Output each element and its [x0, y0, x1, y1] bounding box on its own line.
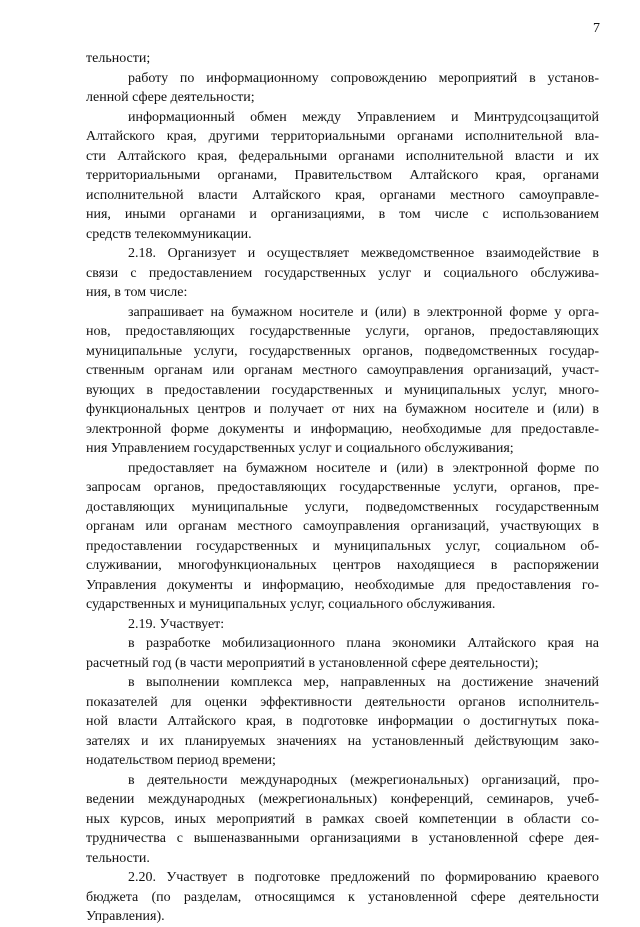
text-line: нов, предоставляющих государственные услуги, органов, предоставляющих [86, 324, 599, 339]
text-line: расчетный год (в части мероприятий в установленной сфере деятельности); [86, 655, 539, 671]
text-line: функциональных центров и получает от них на бумажном носителе и (или) в [86, 402, 599, 417]
text-line: ния, иными органами и организациями, в том числе с использованием [86, 207, 599, 222]
text-line: тельности; [86, 51, 151, 66]
text-line: служивании, многофункциональных центров находящиеся в распоряжении [86, 558, 599, 573]
text-line: ленной сфере деятельности; [86, 90, 255, 105]
text-line: ведении международных (межрегиональных) конференций, семинаров, учеб- [86, 792, 599, 807]
text-line: муниципальные услуги, государственных органов, подведомственных государ- [86, 343, 599, 359]
text-line: 2.20. Участвует в подготовке предложений по формированию краевого [128, 870, 599, 885]
text-line: в деятельности международных (межрегиональных) организаций, про- [128, 772, 599, 788]
text-line: органам или органам местного самоуправления организаций, участвующих в [86, 519, 599, 534]
text-line: 2.18. Организует и осуществляет межведомственное взаимодействие в [128, 246, 599, 261]
text-line: трудничества с вышеназванными организациями в установленной сфере дея- [86, 831, 599, 846]
text-line: Управления документы и информацию, необходимые для предоставления го- [86, 577, 599, 593]
document-body [86, 49, 599, 927]
text-line: сударственных и муниципальных услуг, социального обслуживания. [86, 597, 496, 612]
text-line: в выполнении комплекса мер, направленных на достижение значений [128, 675, 599, 690]
text-line: 2.19. Участвует: [128, 616, 225, 632]
text-line: электронной форме документы и информацию, необходимые для предоставле- [86, 421, 599, 437]
text-line: средств телекоммуникации. [86, 226, 252, 242]
text-line: ния, в том числе: [86, 285, 188, 300]
text-line: показателей для оценки эффективности деятельности органов исполнитель- [86, 694, 599, 710]
text-line: связи с предоставлением государственных услуг и социального обслужива- [86, 265, 599, 281]
text-line: запросам органов, предоставляющих государственные услуги, органов, пре- [86, 480, 599, 495]
text-line: предоставлении государственных и муниципальных услуг, социальном об- [86, 538, 599, 554]
text-line: ной власти Алтайского края, в подготовке информации о достигнутых пока- [86, 714, 599, 729]
text-line: ных курсов, иных мероприятий в рамках своей компетенции в области со- [86, 811, 599, 827]
text-line: предоставляет на бумажном носителе и (или) в электронной форме по [128, 460, 599, 476]
text-line: ния Управлением государственных услуг и социального обслуживания; [86, 441, 514, 456]
text-line: работу по информационному сопровождению мероприятий в установ- [128, 70, 599, 86]
text-line: Алтайского края, другими территориальными органами исполнительной вла- [86, 129, 599, 144]
text-line: вующих в предоставлении государственных и муниципальных услуг, много- [86, 382, 599, 398]
text-line: Управления). [86, 909, 165, 924]
text-line: тельности. [86, 850, 150, 866]
text-line: бюджета (по разделам, относящимся к установленной сфере деятельности [86, 889, 599, 905]
text-line: доставляющих муниципальные услуги, подведомственных государственным [86, 499, 599, 515]
text-line: зателях и их планируемых значениях на установленный действующим зако- [86, 733, 599, 749]
text-line: в разработке мобилизационного плана экономики Алтайского края на [128, 636, 599, 651]
text-line: ственным органам или органам местного самоуправления организаций, участ- [86, 363, 599, 378]
text-line: исполнительной власти Алтайского края, органами местного самоуправле- [86, 187, 599, 203]
text-line: информационный обмен между Управлением и Минтрудсоцзащитой [128, 109, 599, 125]
text-line: территориальными органами, Правительством Алтайского края, органами [86, 168, 599, 183]
text-line: сти Алтайского края, федеральными органами исполнительной власти и их [86, 148, 599, 164]
text-line: запрашивает на бумажном носителе и (или) в электронной форме у орга- [128, 304, 599, 320]
text-line: нодательством период времени; [86, 753, 276, 768]
page-number: 7 [593, 21, 600, 36]
